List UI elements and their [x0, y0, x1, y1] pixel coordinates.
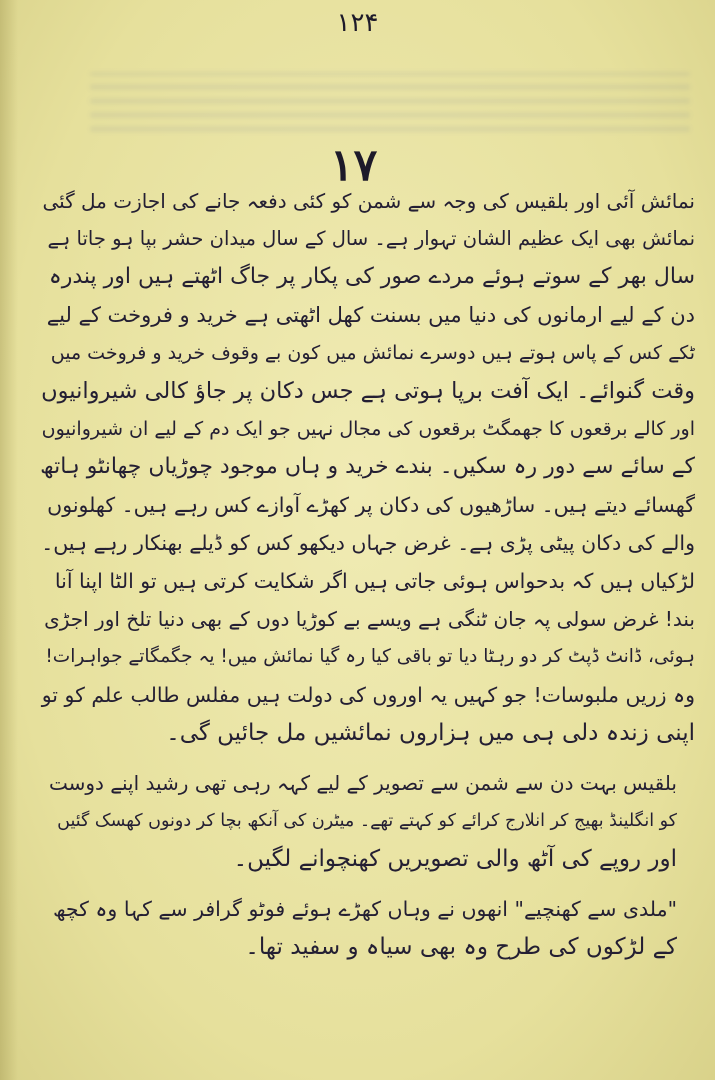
- text-line: "ملدی سے کھنچیے" انھوں نے وہاں کھڑے ہوئے فوٹو گرافر سے کہا وہ کچھ: [52, 897, 677, 921]
- body-text: [40, 182, 695, 978]
- text-line: سال بھر کے سوتے ہوئے مردے صور کی پکار پر جاگ اٹھتے ہیں اور پندرہ: [48, 264, 695, 289]
- text-line: بلقیس بہت دن سے شمن سے تصویر کے لیے کہہ رہی تھی رشید اپنے دوست: [48, 771, 677, 795]
- text-line: نمائش بھی ایک عظیم الشان تہوار ہے۔ سال کے سال میدان حشر بپا ہو جاتا ہے: [47, 227, 695, 250]
- text-line: کے سائے سے دور رہ سکیں۔ بندے خرید و ہاں موجود چوڑیاں چھانٹو ہاتھ: [40, 454, 695, 479]
- text-line: کو انگلینڈ بھیج کر انلارج کرائے کو کہتے تھے۔ میٹرن کی آنکھ بچا کر دونوں کھسک گئیں: [57, 811, 677, 831]
- page-number: ۱۲۴: [336, 8, 379, 38]
- text-line: وہ زریں ملبوسات! جو کہیں یہ اوروں کی دولت ہیں مفلس طالب علم کو تو: [41, 683, 695, 707]
- show-through-text: [90, 72, 690, 132]
- text-line: ہوئی، ڈانٹ ڈپٹ کر دو رہٹا دیا تو باقی کیا رہ گیا نمائش میں! یہ جگمگاتے جواہرات!: [45, 646, 695, 667]
- paragraph-3: [40, 890, 695, 966]
- paragraph-2: [40, 764, 695, 878]
- text-line: اور کالے برقعوں کا جھمگٹ برقعوں کی مجال نہیں جو ایک دم کے لیے ان شیروانیوں: [41, 418, 695, 440]
- text-line: اپنی زندہ دلی ہی میں ہزاروں نمائشیں مل جائیں گی۔: [166, 720, 695, 746]
- text-line: دن کے لیے ارمانوں کی دنیا میں بسنت کھل اٹھتی ہے خرید و فروخت کے لیے: [46, 303, 695, 327]
- page-edge-shadow: [0, 0, 18, 1080]
- paragraph-1: [40, 182, 695, 752]
- text-line: ٹکے کس کے پاس ہوتے ہیں دوسرے نمائش میں کون بے وقوف خرید و فروخت میں: [50, 342, 695, 364]
- text-line: گھسائے دیتے ہیں۔ ساڑھیوں کی دکان پر کھڑے آوازے کس رہے ہیں۔ کھلونوں: [47, 493, 695, 517]
- chapter-number: ۱۷: [330, 140, 378, 191]
- text-line: بند! غرض سولی پہ جان ٹنگی ہے ویسے بے کوڑیا دوں کے بھی دنیا تلخ اور اجڑی: [44, 607, 695, 631]
- text-line: والے کی دکان پیٹی پڑی ہے۔ غرض جہاں دیکھو کس کو ڈیلے بھنکار رہے ہیں۔: [41, 531, 695, 555]
- text-line: کے لڑکوں کی طرح وہ بھی سیاہ و سفید تھا۔: [245, 934, 677, 960]
- text-line: لڑکیاں ہیں کہ بدحواس ہوئی جاتی ہیں اگر شکایت کرتی ہیں تو الٹا اپنا آنا: [54, 569, 695, 593]
- text-line: وقت گنوائے۔ ایک آفت برپا ہوتی ہے جس دکان پر جاؤ کالی شیروانیوں: [41, 378, 695, 404]
- text-line: نمائش آئی اور بلقیس کی وجہ سے شمن کو کئی دفعہ جانے کی اجازت مل گئی: [42, 189, 695, 213]
- text-line: اور روپے کی آٹھ والی تصویریں کھنچوانے لگیں۔: [233, 846, 677, 872]
